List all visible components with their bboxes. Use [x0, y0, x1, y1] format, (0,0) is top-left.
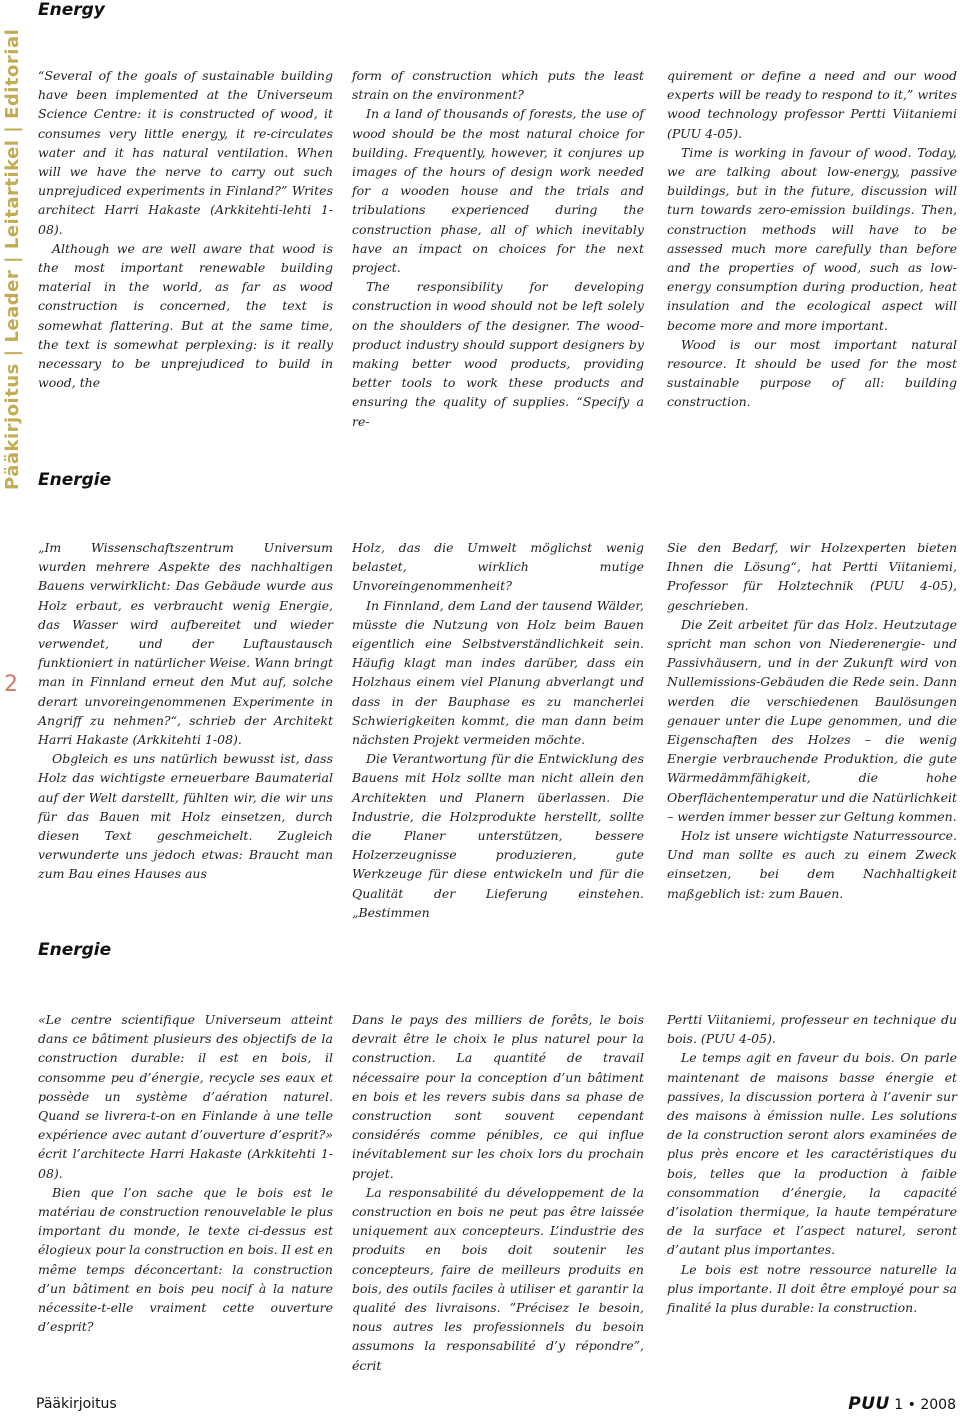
paragraph: “Several of the goals of sustainable building have been implemented at the Universeum Science Centre: it is constructed of wood, it consumes very little energy, it re-circulates water and it has natural ventilation. When will we have the nerve to carry out such unprejudiced experiments in Finland?” Writes architect Harri Hakaste (Arkkitehti-lehti 1-08). — [38, 68, 333, 237]
french-column-2 — [352, 1010, 644, 1375]
french-column-1 — [38, 1010, 333, 1336]
footer-issue-number: 1 • 2008 — [894, 1397, 956, 1413]
german-column-1 — [38, 538, 333, 884]
paragraph: Dans le pays des milliers de forêts, le bois devrait être le choix le plus naturel pour la construction. La quantité de travail nécessaire pour la conception d’un bâtiment en bois et les revers subis dans sa phase de construction sont souvent cependant considérés comme pénibles, ce qui influe inévitablement sur les choix lors du prochain projet. — [352, 1012, 644, 1181]
paragraph: Holz ist unsere wichtigste Naturressource. Und man sollte es auch zu einem Zweck einsetzen, bei dem Nachhaltigkeit maßgeblich ist: zum Bauen. — [667, 828, 957, 901]
english-column-1 — [38, 66, 333, 392]
footer-section-name: Pääkirjoitus — [36, 1396, 117, 1412]
paragraph: Le temps agit en faveur du bois. On parle maintenant de maisons basse énergie et passives, la discussion portera à l’avenir sur des maisons à émission nulle. Les solutions de la construction seront alors examinées de plus près encore et les caractéristiques du bois, telles que la production à faible consommation d’énergie, la capacité d’isolation thermique, la haute température de la surface et l’aspect naturel, seront d’autant plus importantes. — [667, 1050, 957, 1258]
page-number: 2 — [4, 672, 18, 697]
paragraph: The responsibility for developing construction in wood should not be left solely on the shoulders of the designer. The wood-product industry should support designers by making better wood products, providing better tools to work these products and ensuring the quality of supplies. “Specify a re- — [352, 279, 644, 429]
paragraph: Bien que l’on sache que le bois est le matériau de construction renouvelable le plus important du monde, le texte ci-dessus est élogieux pour la construction en bois. Il est en même temps déconcertant: la construction d’un bâtiment en bois peu nocif à la nature nécessite-t-elle vraiment cette ouverture d’esprit? — [38, 1184, 333, 1335]
paragraph: Obgleich es uns natürlich bewusst ist, dass Holz das wichtigste erneuerbare Baumaterial auf der Welt darstellt, fühlten wir, die wir uns für das Bauen mit Holz einsetzen, durch diesen Text geschmeichelt. Zugleich verwunderte uns jedoch etwas: Braucht man zum Bau eines Hauses aus — [38, 751, 333, 882]
paragraph: Pertti Viitaniemi, professeur en technique du bois. (PUU 4-05). — [667, 1012, 957, 1047]
paragraph: «Le centre scientifique Universeum atteint dans ce bâtiment plusieurs des objectifs de la construction durable: il est en bois, il consomme peu d’énergie, recycle ses eaux et possède un système d’aération naturel. Quand se livrera-t-on en Finlande à une telle expérience avec autant d’ouverture d’esprit?» écrit l’architecte Harri Hakaste (Arkkitehti 1-08). — [38, 1012, 333, 1181]
english-column-2 — [352, 66, 644, 431]
german-title: Energie — [38, 470, 112, 490]
paragraph: Die Zeit arbeitet für das Holz. Heutzutage spricht man schon von Niederenergie- und Passivhäusern, und in der Zukunft wird von Nullemissions-Gebäuden die Rede sein. Dann werden die verschiedenen Baulösungen genauer unter die Lupe genommen, und die Eigenschaften des Holzes – die wenig Energie verbrauchende Produktion, die gute Wärmedämmfähigkeit, die hohe Oberflächentemperatur und die Natürlichkeit – werden immer besser zur Geltung kommen. — [667, 616, 957, 824]
french-column-3 — [667, 1010, 957, 1317]
german-column-3 — [667, 538, 957, 903]
paragraph: In Finnland, dem Land der tausend Wälder, müsste die Nutzung von Holz beim Bauen eigentlich eine Selbstverständlichkeit sein. Häufig klagt man indes darüber, dass ein Holzhaus einem viel Planung abverlangt und dass in der Bauphase es zu mancherlei Schwierigkeiten kommt, die man dann beim nächsten Projekt vermeiden möchte. — [352, 597, 644, 748]
footer-brand: PUU — [848, 1394, 890, 1414]
paragraph: „Im Wissenschaftszentrum Universum wurden mehrere Aspekte des nachhaltigen Bauens verwirklicht: Das Gebäude wurde aus Holz erbaut, es verbraucht wenig Energie, das Wasser wird aufbereitet und wieder verwendet, und der Luftaustausch funktioniert in natürlicher Weise. Wann bringt man in Finnland erneut den Mut auf, solche derart unvoreingenommenen Experimente in Angriff zu nehmen?“, schrieb der Architekt Harri Hakaste (Arkkitehti 1-08). — [38, 540, 333, 748]
paragraph: Wood is our most important natural resource. It should be used for the most sustainable purpose of all: building construction. — [667, 336, 957, 410]
paragraph: La responsabilité du développement de la construction en bois ne peut pas être laissée uniquement aux concepteurs. L’industrie des produits en bois doit soutenir les concepteurs, faire de meilleurs produits en bois, des outils faciles à utiliser et garantir la qualité des livraisons. ”Précisez le besoin, nous autres les professionnels du besoin assumons la responsabilité d’y répondre”, écrit — [352, 1184, 644, 1373]
paragraph: quirement or define a need and our wood experts will be ready to respond to it,” writes wood technology professor Pertti Viitaniemi (PUU 4-05). — [667, 68, 957, 141]
paragraph: Le bois est notre ressource naturelle la plus importante. Il doit être employé pour sa finalité la plus durable: la construction. — [667, 1261, 957, 1316]
paragraph: Die Verantwortung für die Entwicklung des Bauens mit Holz sollte man nicht allein den Architekten und Planern überlassen. Die Industrie, die Holzprodukte herstellt, sollte die Planer unterstützen, bessere Holzerzeugnisse produzieren, gute Werkzeuge für diese entwickeln und für die Qualität der Lieferung einstehen. „Bestimmen — [352, 751, 644, 920]
english-column-3 — [667, 66, 957, 412]
section-sidebar — [0, 0, 24, 490]
paragraph: Time is working in favour of wood. Today, we are talking about low-energy, passive buildings, but in the future, discussion will turn towards zero-emission buildings. Then, construction methods will have to be assessed much more carefully than before and the properties of wood, such as low-energy consumption during production, heat insulation and the ecological aspect will become more and more important. — [667, 144, 957, 333]
english-title: Energy — [38, 0, 105, 20]
footer-issue — [848, 1394, 956, 1414]
paragraph: Although we are well aware that wood is the most important renewable building material in the world, as far as wood construction is concerned, the text is somewhat flattering. But at the same time, the text is somewhat perplexing: is it really necessary to be unprejudiced to build in wood, the — [38, 240, 333, 391]
paragraph: Sie den Bedarf, wir Holzexperten bieten Ihnen die Lösung“, hat Pertti Viitaniemi, Professor für Holztechnik (PUU 4-05), geschrieben. — [667, 540, 957, 613]
paragraph: form of construction which puts the least strain on the environment? — [352, 68, 644, 103]
german-column-2 — [352, 538, 644, 922]
french-title: Energie — [38, 940, 112, 960]
section-label-vertical: Pääkirjoitus | Leader | Leitartikel | Editorial — [2, 28, 23, 490]
paragraph: In a land of thousands of forests, the use of wood should be the most natural choice for building. Frequently, however, it conjures up images of the hours of design work needed for a wooden house and the trials and tribulations experienced during the construction phase, all of which inevitably have an impact on choices for the next project. — [352, 106, 644, 276]
paragraph: Holz, das die Umwelt möglichst wenig belastet, wirklich mutige Unvoreingenommenheit? — [352, 540, 644, 594]
